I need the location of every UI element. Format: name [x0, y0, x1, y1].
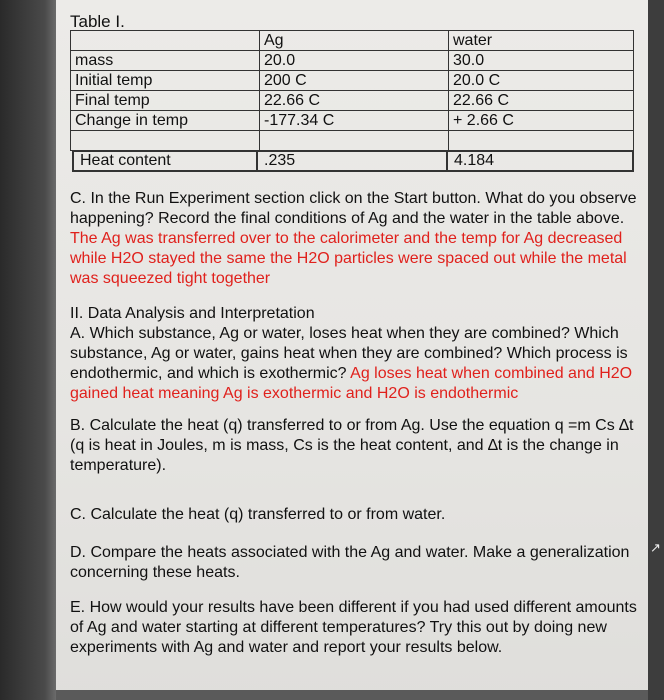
water-value: 22.66 C	[449, 91, 634, 111]
question-a-text: A. Which substance, Ag or water, loses heat when they are combined? Which substance, Ag or water, gains heat when they are combined? Which process is endothermic, and which is exothermic?	[70, 325, 628, 382]
question-b: B. Calculate the heat (q) transferred to or from Ag. Use the equation q =m Cs ∆t (q is heat in Joules, m is mass, Cs is the heat content, and ∆t is the change in temperature).	[70, 417, 634, 474]
water-value: 20.0 C	[449, 71, 634, 91]
section-c-paragraph	[70, 189, 640, 289]
question-a	[70, 324, 640, 404]
ag-value: -177.34 C	[260, 111, 449, 131]
right-dark-edge	[648, 0, 664, 700]
water-value: 30.0	[449, 51, 634, 71]
table-spacer-row	[71, 131, 634, 151]
ag-value: 200 C	[260, 71, 449, 91]
header-cell-empty	[71, 31, 260, 51]
analysis-block	[70, 304, 640, 404]
heat-content-water: 4.184	[447, 151, 633, 171]
question-e: E. How would your results have been different if you had used different amounts of Ag and water starting at different temperatures? Try this out by doing new experiments with Ag and water and report your results below.	[70, 599, 637, 656]
row-label: Initial temp	[71, 71, 260, 91]
ag-value: 22.66 C	[260, 91, 449, 111]
section-c-question: C. In the Run Experiment section click on the Start button. What do you observe happening? Record the final conditions of Ag and the water in the table above.	[70, 190, 637, 227]
table-header-row	[71, 31, 634, 51]
row-label: Change in temp	[71, 111, 260, 131]
water-value: + 2.66 C	[449, 111, 634, 131]
question-d: D. Compare the heats associated with the Ag and water. Make a generalization concerning these heats.	[70, 544, 630, 581]
table-row	[71, 91, 634, 111]
header-cell-water: water	[449, 31, 634, 51]
heat-content-ag: .235	[257, 151, 447, 171]
left-dark-edge	[0, 0, 56, 700]
cursor-icon: ↗	[650, 540, 661, 555]
question-c: C. Calculate the heat (q) transferred to or from water.	[70, 506, 446, 523]
row-label: mass	[71, 51, 260, 71]
analysis-heading: II. Data Analysis and Interpretation	[70, 305, 315, 322]
table-title: Table I.	[70, 12, 125, 31]
bottom-edge	[56, 690, 648, 700]
header-cell-ag: Ag	[260, 31, 449, 51]
table-row	[73, 151, 633, 171]
section-c-answer: The Ag was transferred over to the calorimeter and the temp for Ag decreased while H2O stayed the same the H2O particles were spaced out while the metal was squeezed tight together	[70, 230, 627, 287]
heat-content-label: Heat content	[73, 151, 257, 171]
table-row	[71, 111, 634, 131]
question-a-answer: Ag loses heat when combined and H2O gained heat meaning Ag is exothermic and H2O is endothermic	[70, 365, 633, 402]
ag-value: 20.0	[260, 51, 449, 71]
table-row	[71, 51, 634, 71]
heat-content-table	[72, 150, 634, 172]
row-label: Final temp	[71, 91, 260, 111]
data-table	[70, 30, 634, 151]
table-row	[71, 71, 634, 91]
